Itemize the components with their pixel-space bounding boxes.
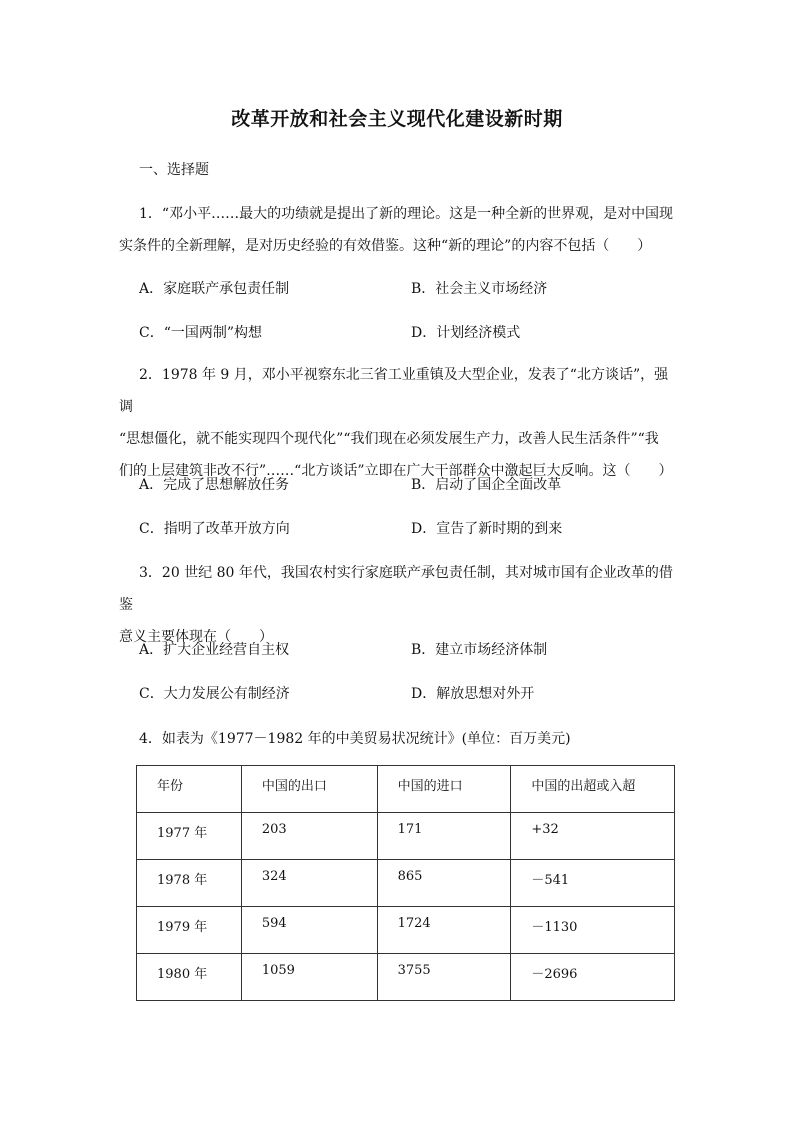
question-2-line-3: 们的上层建筑非改不行”……“北方谈话”立即在广大干部群众中激起巨大反响。这（ ） (119, 463, 673, 479)
table-header-row (137, 766, 675, 813)
table-cell: 3755 (377, 954, 511, 1001)
question-2-option-c: C．指明了改革开放方向 (139, 521, 290, 537)
table-cell: 1977 年 (137, 813, 242, 860)
question-4-stem: 4．如表为《1977－1982 年的中美贸易状况统计》(单位：百万美元) (139, 731, 571, 747)
table-cell: 594 (241, 907, 377, 954)
table-cell: 1059 (241, 954, 377, 1001)
table-header-cell: 中国的进口 (377, 766, 511, 813)
table-cell: 171 (377, 813, 511, 860)
table-cell: －1130 (511, 907, 675, 954)
question-1-option-a: A．家庭联产承包责任制 (139, 281, 290, 297)
question-2-option-d: D．宣告了新时期的到来 (411, 521, 563, 537)
question-3-line-1: 3．20 世纪 80 年代，我国农村实行家庭联产承包责任制，其对城市国有企业改革的借鉴 (119, 565, 673, 613)
question-2-line-1: 2．1978 年 9 月，邓小平视察东北三省工业重镇及大型企业，发表了“北方谈话”，强调 (119, 367, 669, 415)
table-cell: 1979 年 (137, 907, 242, 954)
question-2-line-2: “思想僵化，就不能实现四个现代化”“我们现在必须发展生产力，改善人民生活条件”“我 (119, 431, 659, 447)
trade-table (136, 765, 675, 1001)
table-row (137, 907, 675, 954)
table-cell: 203 (241, 813, 377, 860)
table-row (137, 860, 675, 907)
question-3-option-a: A．扩大企业经营自主权 (139, 642, 290, 658)
table-row (137, 954, 675, 1001)
table-header-cell: 中国的出口 (241, 766, 377, 813)
question-1-stem (119, 198, 679, 262)
question-2-option-a: A．完成了思想解放任务 (139, 477, 290, 493)
question-2-stem (119, 359, 679, 487)
section-heading: 一、选择题 (139, 162, 209, 178)
page-title: 改革开放和社会主义现代化建设新时期 (231, 108, 563, 130)
table-cell: 1980 年 (137, 954, 242, 1001)
table-cell: 1724 (377, 907, 511, 954)
question-2-option-b: B．启动了国企全面改革 (411, 477, 562, 493)
table-header-cell: 中国的出超或入超 (511, 766, 675, 813)
table-header-cell: 年份 (137, 766, 242, 813)
table-cell: 324 (241, 860, 377, 907)
table-cell: +32 (511, 813, 675, 860)
table-cell: 1978 年 (137, 860, 242, 907)
question-3-option-d: D．解放思想对外开 (411, 686, 535, 702)
question-1-line-1: 1．“邓小平……最大的功绩就是提出了新的理论。这是一种全新的世界观，是对中国现 (139, 206, 674, 222)
table-cell: －541 (511, 860, 675, 907)
question-1-option-b: B．社会主义市场经济 (411, 281, 548, 297)
question-1-line-2: 实条件的全新理解，是对历史经验的有效借鉴。这种“新的理论”的内容不包括（ ） (119, 238, 652, 254)
question-3-option-c: C．大力发展公有制经济 (139, 686, 290, 702)
table-cell: 865 (377, 860, 511, 907)
question-1-option-d: D．计划经济模式 (411, 325, 521, 341)
table-row (137, 813, 675, 860)
table-cell: －2696 (511, 954, 675, 1001)
question-1-option-c: C．“一国两制”构想 (139, 325, 263, 341)
question-3-line-2: 意义主要体现在（ ） (119, 629, 273, 645)
question-3-option-b: B．建立市场经济体制 (411, 642, 548, 658)
